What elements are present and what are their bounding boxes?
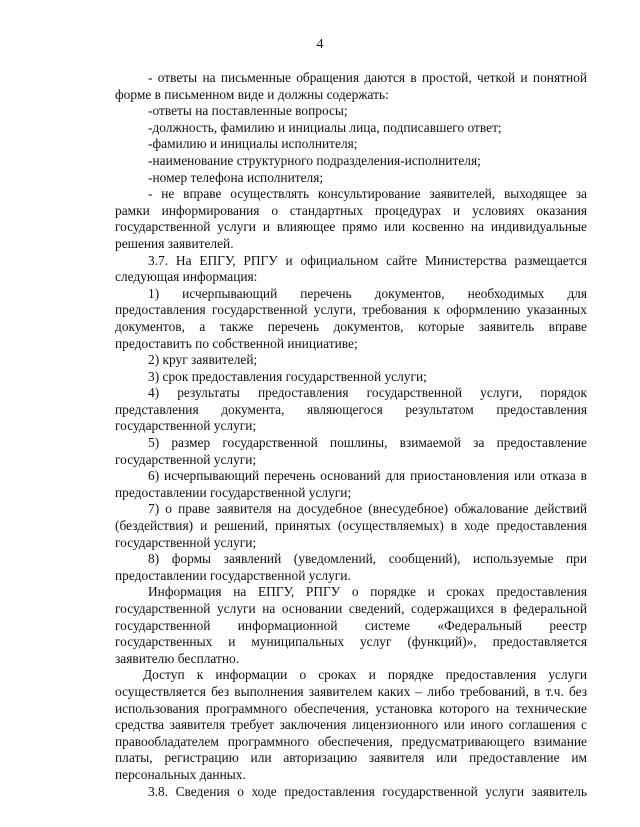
text-line: рамки информирования о стандартных процедурах и условиях оказания (115, 202, 587, 218)
text-line: 3.7. На ЕПГУ, РПГУ и официальном сайте Министерства размещается (148, 252, 587, 268)
text-line: решения заявителей. (115, 235, 234, 251)
document-body (115, 70, 587, 800)
text-line: форме в письменном виде и должны содержать: (115, 86, 389, 102)
text-line: предоставить по собственной инициативе; (115, 335, 358, 351)
text-line: (бездействия) и решений, принятых (осуществляемых) в ходе предоставления (115, 518, 587, 534)
text-line: государственной услуги и влияющее прямо или косвенно на индивидуальные (115, 219, 587, 235)
text-line: предоставлении государственной услуги. (115, 567, 351, 583)
text-line: -должность, фамилию и инициалы лица, подписавшего ответ; (148, 119, 502, 135)
text-line: - ответы на письменные обращения даются в простой, четкой и понятной (148, 70, 587, 85)
text-line: - не вправе осуществлять консультирование заявителей, выходящее за (148, 186, 587, 202)
text-line: -фамилию и инициалы исполнителя; (148, 136, 358, 152)
text-line: осуществляется без выполнения заявителем каких – либо требований, в т.ч. без (115, 683, 587, 699)
text-line: представления документа, являющегося результатом предоставления (115, 401, 587, 417)
text-line: Информация на ЕПГУ, РПГУ о порядке и сроках предоставления (148, 584, 587, 600)
text-line: -наименование структурного подразделения-исполнителя; (148, 152, 481, 168)
text-line: 3.8. Сведения о ходе предоставления государственной услуги заявитель (148, 783, 587, 799)
text-line: 2) круг заявителей; (148, 352, 258, 368)
text-line: государственной услуги; (115, 418, 257, 434)
text-line: 3) срок предоставления государственной услуги; (148, 368, 427, 384)
text-line: документов, а также перечень документов, которые заявитель вправе (115, 318, 587, 334)
text-line: государственной услуги; (115, 451, 257, 467)
text-line: средства заявителя требует заключения лицензионного или иного соглашения с (115, 717, 587, 733)
text-line: персональных данных. (115, 766, 246, 782)
text-line: предоставлении государственной услуги; (115, 484, 352, 500)
text-line: предоставления государственной услуги, требования к оформлению указанных (115, 302, 587, 318)
text-line: правообладателем программного обеспечения, предусматривающего взимание (115, 733, 587, 749)
text-line: 8) формы заявлений (уведомлений, сообщений), используемые при (148, 551, 587, 567)
text-line: использования программного обеспечения, установка которого на технические (115, 700, 587, 716)
text-line: государственной услуги на основании сведений, содержащихся в федеральной (115, 601, 587, 616)
text-line: платы, регистрацию или авторизацию заявителя или предоставление им (115, 750, 587, 766)
text-line: государственной информационной системе «Федеральный реестр (115, 617, 587, 633)
text-line: заявителю бесплатно. (115, 650, 240, 666)
text-line: Доступ к информации о сроках и порядке предоставления услуги (143, 667, 587, 683)
text-line: следующая информация: (115, 269, 258, 285)
text-line: 4) результаты предоставления государственной услуги, порядок (148, 385, 587, 401)
text-line: -номер телефона исполнителя; (148, 169, 324, 185)
page-number: 4 (316, 37, 324, 52)
text-line: 7) о праве заявителя на досудебное (внесудебное) обжалование действий (148, 501, 587, 517)
text-line: государственных и муниципальных услуг (функций)», предоставляется (115, 634, 587, 650)
text-line: 6) исчерпывающий перечень оснований для приостановления или отказа в (148, 468, 587, 484)
text-line: 1) исчерпывающий перечень документов, необходимых для (148, 285, 587, 301)
text-line: государственной услуги; (115, 534, 257, 550)
text-line: -ответы на поставленные вопросы; (148, 103, 348, 119)
text-line: 5) размер государственной пошлины, взимаемой за предоставление (148, 435, 587, 451)
